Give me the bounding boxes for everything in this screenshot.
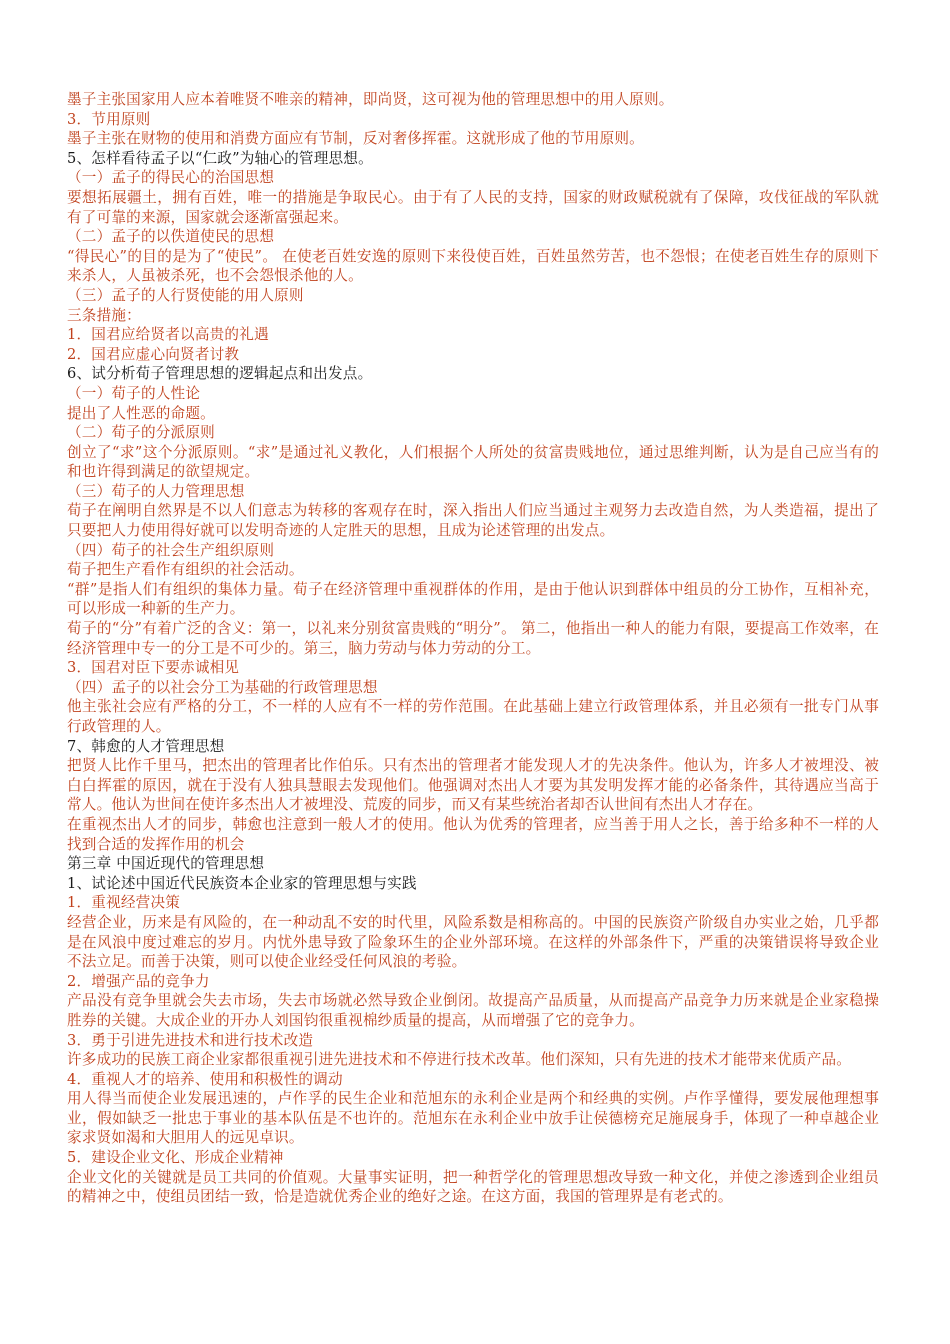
paragraph: 提出了人性恶的命题。 [67,404,215,422]
paragraph: （一）荀子的人性论 [67,384,201,402]
paragraph: 要想拓展疆土，拥有百姓，唯一的措施是争取民心。由于有了人民的支持，国家的财政赋税就有了保障，攻伐征战的军队就有了可靠的来源，国家就会逐渐富强起来。 [67,188,879,226]
paragraph: 许多成功的民族工商企业家都很重视引进先进技术和不停进行技术改革。他们深知，只有先进的技术才能带来优质产品。 [67,1051,852,1069]
paragraph: （一）孟子的得民心的治国思想 [67,169,275,187]
paragraph: （四）孟子的以社会分工为基础的行政管理思想 [67,678,378,696]
paragraph: 他主张社会应有严格的分工，不一样的人应有不一样的劳作范围。在此基础上建立行政管理体系，并且必须有一批专门从事行政管理的人。 [67,698,879,735]
paragraph: （二）荀子的分派原则 [67,424,215,442]
paragraph: 荀子把生产看作有组织的社会活动。 [67,561,304,579]
paragraph: （四）荀子的社会生产组织原则 [67,541,275,559]
paragraph: 荀子在阐明自然界是不以人们意志为转移的客观存在时，深入指出人们应当通过主观努力去改造自然，为人类造福，提出了只要把人力使用得好就可以发明奇迹的人定胜天的思想，且成为论述管理的出发点。 [67,502,879,540]
paragraph: （二）孟子的以佚道使民的思想 [67,228,275,246]
paragraph: 墨子主张国家用人应本着唯贤不唯亲的精神，即尚贤，这可视为他的管理思想中的用人原则。 [67,91,674,108]
paragraph: 3．节用原则 [67,110,151,128]
paragraph: 荀子的“分”有着广泛的含义：第一，以礼来分别贫富贵贱的“明分”。 第二，他指出一种人的能力有限，要提高工作效率，在经济管理中专一的分工是不可少的。第三，脑力劳动与体力劳动的分工。 [67,620,879,657]
paragraph: 1．国君应给贤者以高贵的礼遇 [67,326,269,344]
paragraph: （三）荀子的人力管理思想 [67,482,245,500]
paragraph: 3．国君对臣下要赤诚相见 [67,659,240,677]
question-heading: 7、韩愈的人才管理思想 [67,737,225,755]
paragraph: 3．勇于引进先进技术和进行技术改造 [67,1031,314,1049]
question-heading: 5、怎样看待孟子以“仁政”为轴心的管理思想。 [67,149,373,167]
paragraph: 墨子主张在财物的使用和消费方面应有节制，反对奢侈挥霍。这就形成了他的节用原则。 [67,130,644,148]
question-heading: 第三章 中国近现代的管理思想 [67,855,265,873]
paragraph: 5．建设企业文化、形成企业精神 [67,1149,284,1167]
paragraph: 三条措施： [67,306,141,324]
paragraph: 在重视杰出人才的同步，韩愈也注意到一般人才的使用。他认为优秀的管理者，应当善于用人之长，善于给多种不一样的人找到合适的发挥作用的机会 [67,815,879,853]
question-heading: 1、试论述中国近代民族资本企业家的管理思想与实践 [67,874,417,892]
paragraph: 产品没有竞争里就会失去市场，失去市场就必然导致企业倒闭。故提高产品质量，从而提高产品竞争力历来就是企业家稳操胜券的关键。大成企业的开办人刘国钧很重视棉纱质量的提高，从而增强了它的竞争力。 [67,992,879,1029]
paragraph: 创立了“求”这个分派原则。“求”是通过礼义教化，人们根据个人所处的贫富贵贱地位，通过思维判断，认为是自己应当有的和也许得到满足的欲望规定。 [67,443,879,481]
paragraph: 4．重视人才的培养、使用和积极性的调动 [67,1070,343,1088]
paragraph: （三）孟子的人行贤使能的用人原则 [67,286,304,304]
document-body [67,90,879,1207]
paragraph: 1．重视经营决策 [67,894,181,912]
paragraph: “得民心”的目的是为了“使民”。 在使老百姓安逸的原则下来役使百姓，百姓虽然劳苦，也不怨恨；在使老百姓生存的原则下来杀人，人虽被杀死，也不会怨恨杀他的人。 [67,247,879,285]
paragraph: 经营企业，历来是有风险的，在一种动乱不安的时代里，风险系数是相称高的。中国的民族资产阶级自办实业之始，几乎都是在风浪中度过难忘的岁月。内忧外患导致了险象环生的企业外部环境。在这样的外部条件下，严重的决策错误将导致企业不法立足。而善于决策，则可以使企业经受任何风浪的考验。 [67,913,879,971]
question-heading: 6、试分析荀子管理思想的逻辑起点和出发点。 [67,365,373,383]
paragraph: 把贤人比作千里马，把杰出的管理者比作伯乐。只有杰出的管理者才能发现人才的先决条件。他认为，许多人才被埋没、被白白挥霍的原因，就在于没有人独具慧眼去发现他们。他强调对杰出人才要为其发明发挥才能的必备条件，其待遇应当高于常人。他认为世间在使许多杰出人才被埋没、荒废的同步，而又有某些统治者却否认世间有杰出人才存在。 [67,757,879,814]
paragraph: 用人得当而使企业发展迅速的，卢作孚的民生企业和范旭东的永利企业是两个和经典的实例。卢作孚懂得，要发展他理想事业，假如缺乏一批忠于事业的基本队伍是不也许的。范旭东在永利企业中放手让侯德榜充足施展身手，体现了一种卓越企业家求贤如渴和大胆用人的远见卓识。 [67,1090,879,1147]
paragraph: 企业文化的关键就是员工共同的价值观。大量事实证明，把一种哲学化的管理思想改导致一种文化，并使之渗透到企业组员的精神之中，使组员团结一致，恰是造就优秀企业的绝好之途。在这方面，我国的管理界是有老式的。 [67,1168,879,1206]
paragraph: “群”是指人们有组织的集体力量。荀子在经济管理中重视群体的作用，是由于他认识到群体中组员的分工协作，互相补充，可以形成一种新的生产力。 [67,580,879,618]
paragraph: 2．增强产品的竞争力 [67,972,210,990]
paragraph: 2．国君应虚心向贤者讨教 [67,345,240,363]
